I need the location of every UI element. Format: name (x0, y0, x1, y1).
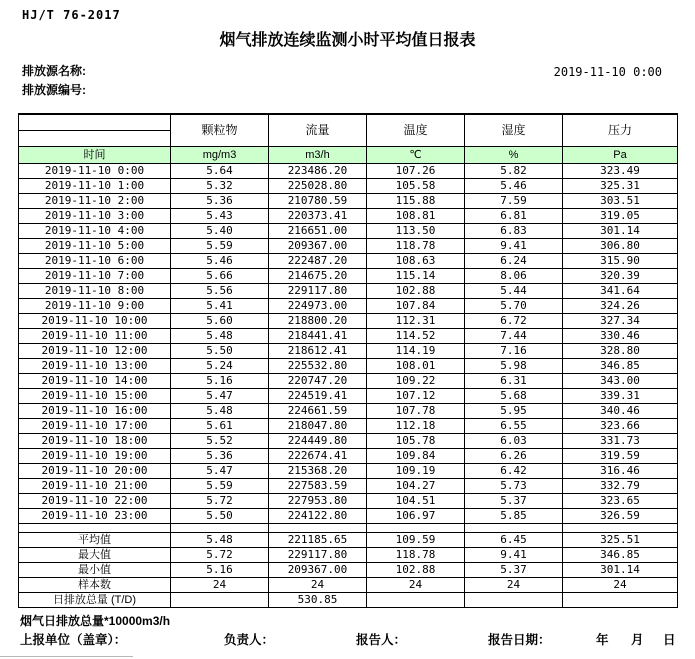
value-cell: 220747.20 (269, 374, 367, 389)
value-cell: 5.73 (465, 479, 563, 494)
table-row (19, 389, 678, 404)
value-cell (563, 593, 678, 608)
value-cell: 224973.00 (269, 299, 367, 314)
value-cell: 224661.59 (269, 404, 367, 419)
report-datetime: 2019-11-10 0:00 (553, 65, 662, 79)
table-row (19, 239, 678, 254)
value-cell: 5.59 (171, 239, 269, 254)
value-cell: 5.46 (465, 179, 563, 194)
value-cell: 5.72 (171, 548, 269, 563)
value-cell: 326.59 (563, 509, 678, 524)
time-cell: 2019-11-10 3:00 (19, 209, 171, 224)
value-cell: 323.66 (563, 419, 678, 434)
table-row (19, 374, 678, 389)
value-cell: 9.41 (465, 548, 563, 563)
spacer-cell (465, 524, 563, 533)
time-header: 时间 (19, 147, 171, 164)
unit-temperature: ℃ (367, 147, 465, 164)
time-cell: 2019-11-10 13:00 (19, 359, 171, 374)
value-cell: 218612.41 (269, 344, 367, 359)
value-cell: 6.03 (465, 434, 563, 449)
value-cell (465, 593, 563, 608)
value-cell: 8.06 (465, 269, 563, 284)
value-cell: 5.70 (465, 299, 563, 314)
value-cell: 5.56 (171, 284, 269, 299)
table-row (19, 164, 678, 179)
col-header-flow: 流量 (269, 114, 367, 147)
time-cell: 2019-11-10 4:00 (19, 224, 171, 239)
table-row (19, 329, 678, 344)
value-cell: 115.88 (367, 194, 465, 209)
table-row (19, 299, 678, 314)
label-cell: 最大值 (19, 548, 171, 563)
time-cell: 2019-11-10 12:00 (19, 344, 171, 359)
value-cell: 5.16 (171, 374, 269, 389)
value-cell: 215368.20 (269, 464, 367, 479)
value-cell: 107.26 (367, 164, 465, 179)
value-cell: 224449.80 (269, 434, 367, 449)
time-cell: 2019-11-10 18:00 (19, 434, 171, 449)
time-cell: 2019-11-10 7:00 (19, 269, 171, 284)
monitoring-table (18, 113, 678, 608)
spacer-cell (563, 524, 678, 533)
value-cell: 216651.00 (269, 224, 367, 239)
table-row (19, 224, 678, 239)
unit-pressure: Pa (563, 147, 678, 164)
table-row (19, 209, 678, 224)
value-cell: 225028.80 (269, 179, 367, 194)
value-cell: 5.37 (465, 563, 563, 578)
value-cell: 306.80 (563, 239, 678, 254)
value-cell: 5.40 (171, 224, 269, 239)
value-cell: 303.51 (563, 194, 678, 209)
time-cell: 2019-11-10 5:00 (19, 239, 171, 254)
time-cell: 2019-11-10 11:00 (19, 329, 171, 344)
time-cell: 2019-11-10 14:00 (19, 374, 171, 389)
value-cell: 5.61 (171, 419, 269, 434)
value-cell: 24 (367, 578, 465, 593)
table-row (19, 269, 678, 284)
value-cell: 323.65 (563, 494, 678, 509)
meta-block (22, 62, 662, 100)
value-cell: 225532.80 (269, 359, 367, 374)
time-cell: 2019-11-10 0:00 (19, 164, 171, 179)
value-cell: 107.78 (367, 404, 465, 419)
value-cell: 109.84 (367, 449, 465, 464)
value-cell: 104.51 (367, 494, 465, 509)
table-row (19, 194, 678, 209)
value-cell: 108.81 (367, 209, 465, 224)
value-cell: 102.88 (367, 563, 465, 578)
time-cell: 2019-11-10 20:00 (19, 464, 171, 479)
value-cell: 24 (465, 578, 563, 593)
source-name-label: 排放源名称: (22, 64, 86, 78)
table-row (19, 404, 678, 419)
value-cell: 114.52 (367, 329, 465, 344)
table-row (19, 284, 678, 299)
value-cell: 221185.65 (269, 533, 367, 548)
value-cell: 105.58 (367, 179, 465, 194)
value-cell: 214675.20 (269, 269, 367, 284)
spacer-cell (367, 524, 465, 533)
summary-rows (19, 533, 678, 608)
time-cell: 2019-11-10 23:00 (19, 509, 171, 524)
value-cell: 7.44 (465, 329, 563, 344)
table-row (19, 494, 678, 509)
value-cell: 9.41 (465, 239, 563, 254)
value-cell: 105.78 (367, 434, 465, 449)
standard-code: HJ/T 76-2017 (22, 8, 121, 22)
value-cell: 325.31 (563, 179, 678, 194)
time-cell: 2019-11-10 15:00 (19, 389, 171, 404)
value-cell (171, 593, 269, 608)
value-cell: 115.14 (367, 269, 465, 284)
value-cell: 209367.00 (269, 563, 367, 578)
value-cell: 102.88 (367, 284, 465, 299)
value-cell: 319.05 (563, 209, 678, 224)
value-cell: 5.59 (171, 479, 269, 494)
value-cell: 106.97 (367, 509, 465, 524)
value-cell: 331.73 (563, 434, 678, 449)
report-date-label: 报告日期： (488, 633, 551, 647)
time-cell: 2019-11-10 9:00 (19, 299, 171, 314)
value-cell: 5.36 (171, 194, 269, 209)
value-cell: 5.66 (171, 269, 269, 284)
value-cell: 229117.80 (269, 284, 367, 299)
value-cell: 109.22 (367, 374, 465, 389)
value-cell: 7.16 (465, 344, 563, 359)
header-row-units (19, 147, 678, 164)
value-cell: 5.50 (171, 344, 269, 359)
table-row (19, 314, 678, 329)
value-cell: 210780.59 (269, 194, 367, 209)
value-cell: 301.14 (563, 224, 678, 239)
time-cell: 2019-11-10 8:00 (19, 284, 171, 299)
value-cell: 220373.41 (269, 209, 367, 224)
meta-line-source-id (22, 81, 662, 100)
spacer-cell (269, 524, 367, 533)
meta-line-source-name (22, 62, 662, 81)
value-cell: 301.14 (563, 563, 678, 578)
value-cell: 5.48 (171, 533, 269, 548)
value-cell: 109.59 (367, 533, 465, 548)
table-row (19, 548, 678, 563)
table-row (19, 344, 678, 359)
time-cell: 2019-11-10 17:00 (19, 419, 171, 434)
value-cell: 5.47 (171, 464, 269, 479)
value-cell: 5.60 (171, 314, 269, 329)
value-cell: 104.27 (367, 479, 465, 494)
value-cell: 5.41 (171, 299, 269, 314)
value-cell: 6.83 (465, 224, 563, 239)
month-label: 月 (631, 633, 644, 647)
value-cell: 5.50 (171, 509, 269, 524)
label-cell: 平均值 (19, 533, 171, 548)
unit-flow: m3/h (269, 147, 367, 164)
spacer-row (19, 524, 678, 533)
value-cell: 341.64 (563, 284, 678, 299)
blank-subcell-top (19, 115, 170, 131)
value-cell: 118.78 (367, 239, 465, 254)
value-cell: 5.95 (465, 404, 563, 419)
value-cell: 109.19 (367, 464, 465, 479)
table-row (19, 359, 678, 374)
report-title: 烟气排放连续监测小时平均值日报表 (219, 32, 476, 49)
value-cell: 108.01 (367, 359, 465, 374)
time-cell: 2019-11-10 22:00 (19, 494, 171, 509)
value-cell: 343.00 (563, 374, 678, 389)
spacer-cell (171, 524, 269, 533)
col-header-humidity: 湿度 (465, 114, 563, 147)
value-cell: 107.84 (367, 299, 465, 314)
value-cell: 346.85 (563, 548, 678, 563)
table-row (19, 593, 678, 608)
label-cell: 样本数 (19, 578, 171, 593)
value-cell: 5.44 (465, 284, 563, 299)
value-cell: 24 (563, 578, 678, 593)
page-edge-line (0, 656, 133, 657)
value-cell: 222487.20 (269, 254, 367, 269)
table-row (19, 479, 678, 494)
value-cell: 5.52 (171, 434, 269, 449)
value-cell: 323.49 (563, 164, 678, 179)
value-cell: 339.31 (563, 389, 678, 404)
value-cell: 227583.59 (269, 479, 367, 494)
value-cell: 5.82 (465, 164, 563, 179)
value-cell: 114.19 (367, 344, 465, 359)
value-cell: 5.32 (171, 179, 269, 194)
year-label: 年 (596, 633, 609, 647)
value-cell: 107.12 (367, 389, 465, 404)
time-cell: 2019-11-10 1:00 (19, 179, 171, 194)
value-cell: 325.51 (563, 533, 678, 548)
value-cell: 224122.80 (269, 509, 367, 524)
time-cell: 2019-11-10 16:00 (19, 404, 171, 419)
value-cell: 5.48 (171, 404, 269, 419)
time-cell: 2019-11-10 6:00 (19, 254, 171, 269)
value-cell: 5.36 (171, 449, 269, 464)
reporting-unit-label: 上报单位（盖章）： (20, 633, 127, 647)
source-id-label: 排放源编号: (22, 83, 86, 97)
value-cell: 5.24 (171, 359, 269, 374)
value-cell: 332.79 (563, 479, 678, 494)
value-cell: 320.39 (563, 269, 678, 284)
value-cell: 6.26 (465, 449, 563, 464)
value-cell: 227953.80 (269, 494, 367, 509)
label-cell: 日排放总量 (T/D) (19, 593, 171, 608)
reporter-label: 报告人： (356, 633, 407, 647)
value-cell: 5.64 (171, 164, 269, 179)
value-cell: 218047.80 (269, 419, 367, 434)
table-row (19, 434, 678, 449)
responsible-person-label: 负责人： (224, 633, 275, 647)
table-row (19, 179, 678, 194)
table-row (19, 563, 678, 578)
value-cell: 223486.20 (269, 164, 367, 179)
value-cell: 6.45 (465, 533, 563, 548)
value-cell: 530.85 (269, 593, 367, 608)
table-row (19, 419, 678, 434)
time-cell: 2019-11-10 10:00 (19, 314, 171, 329)
daily-total-note: 烟气日排放总量*10000m3/h (20, 614, 171, 628)
signature-line (0, 630, 695, 648)
value-cell: 118.78 (367, 548, 465, 563)
value-cell: 330.46 (563, 329, 678, 344)
value-cell: 108.63 (367, 254, 465, 269)
value-cell: 7.59 (465, 194, 563, 209)
table-row (19, 449, 678, 464)
value-cell: 218441.41 (269, 329, 367, 344)
value-cell: 112.31 (367, 314, 465, 329)
value-cell: 5.68 (465, 389, 563, 404)
value-cell: 5.72 (171, 494, 269, 509)
col-header-pressure: 压力 (563, 114, 678, 147)
value-cell: 229117.80 (269, 548, 367, 563)
value-cell: 112.18 (367, 419, 465, 434)
table-row (19, 533, 678, 548)
col-header-particulate: 颗粒物 (171, 114, 269, 147)
value-cell (367, 593, 465, 608)
value-cell: 5.46 (171, 254, 269, 269)
value-cell: 319.59 (563, 449, 678, 464)
time-cell: 2019-11-10 2:00 (19, 194, 171, 209)
value-cell: 328.80 (563, 344, 678, 359)
value-cell: 315.90 (563, 254, 678, 269)
value-cell: 316.46 (563, 464, 678, 479)
value-cell: 6.31 (465, 374, 563, 389)
unit-particulate: mg/m3 (171, 147, 269, 164)
table-row (19, 464, 678, 479)
value-cell: 222674.41 (269, 449, 367, 464)
table-row (19, 254, 678, 269)
time-header-blank-cell (19, 114, 171, 147)
header-row-names (19, 114, 678, 147)
value-cell: 5.98 (465, 359, 563, 374)
value-cell: 6.55 (465, 419, 563, 434)
value-cell: 5.43 (171, 209, 269, 224)
value-cell: 6.24 (465, 254, 563, 269)
value-cell: 24 (269, 578, 367, 593)
value-cell: 5.47 (171, 389, 269, 404)
value-cell: 5.48 (171, 329, 269, 344)
day-label: 日 (663, 633, 676, 647)
data-rows (19, 164, 678, 524)
time-cell: 2019-11-10 19:00 (19, 449, 171, 464)
value-cell: 209367.00 (269, 239, 367, 254)
value-cell: 6.42 (465, 464, 563, 479)
time-cell: 2019-11-10 21:00 (19, 479, 171, 494)
value-cell: 340.46 (563, 404, 678, 419)
unit-humidity: % (465, 147, 563, 164)
value-cell: 346.85 (563, 359, 678, 374)
value-cell: 5.37 (465, 494, 563, 509)
value-cell: 6.81 (465, 209, 563, 224)
value-cell: 218800.20 (269, 314, 367, 329)
value-cell: 324.26 (563, 299, 678, 314)
value-cell: 5.16 (171, 563, 269, 578)
value-cell: 5.85 (465, 509, 563, 524)
value-cell: 6.72 (465, 314, 563, 329)
spacer-cell (19, 524, 171, 533)
value-cell: 327.34 (563, 314, 678, 329)
blank-subcell-bottom (19, 131, 170, 146)
spacer-section (19, 524, 678, 533)
value-cell: 113.50 (367, 224, 465, 239)
col-header-temperature: 温度 (367, 114, 465, 147)
value-cell: 24 (171, 578, 269, 593)
value-cell: 224519.41 (269, 389, 367, 404)
label-cell: 最小值 (19, 563, 171, 578)
table-row (19, 578, 678, 593)
table-row (19, 509, 678, 524)
